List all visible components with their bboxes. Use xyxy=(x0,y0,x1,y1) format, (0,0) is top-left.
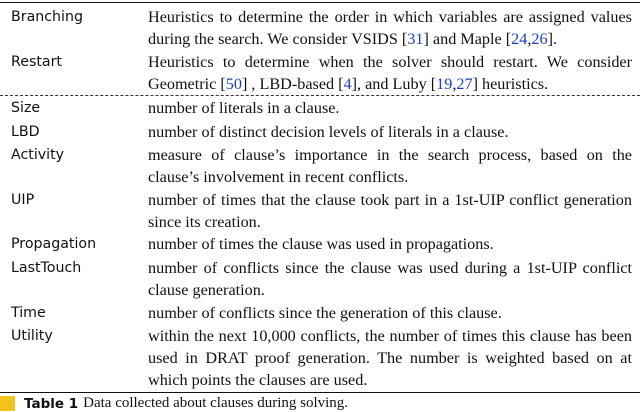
section-divider xyxy=(0,95,640,96)
row-description xyxy=(148,233,632,255)
row-description xyxy=(148,6,632,50)
row-term: LBD xyxy=(11,124,40,140)
desc-text: , xyxy=(527,30,532,48)
desc-text: measure of clause’s importance in the search process, based on the clause’s involvement in recent conflicts. xyxy=(148,146,632,186)
table-caption xyxy=(0,395,348,412)
row-description xyxy=(148,302,632,324)
row-description xyxy=(148,257,632,301)
row-term: Branching xyxy=(11,9,83,25)
desc-text: ] heuristics. xyxy=(472,75,549,93)
table-top-rule xyxy=(0,2,640,3)
desc-text: number of times that the clause took part in a 1st-UIP conflict generation since its creation. xyxy=(148,191,632,231)
desc-text: number of conflicts since the generation of this clause. xyxy=(148,304,502,322)
row-description xyxy=(148,325,632,391)
caption-marker-icon xyxy=(0,396,15,411)
row-term: Activity xyxy=(11,147,65,163)
row-term: Size xyxy=(11,100,41,116)
desc-text: number of literals in a clause. xyxy=(148,99,340,117)
row-description xyxy=(148,121,632,143)
row-description xyxy=(148,189,632,233)
row-term: UIP xyxy=(11,192,35,208)
desc-text: ] and Maple [ xyxy=(423,30,512,48)
desc-text: within the next 10,000 conflicts, the number of times this clause has been used in DRAT proof generation. The number is weighted based on at which points the clauses are used. xyxy=(148,327,632,389)
desc-text: ]. xyxy=(547,30,557,48)
desc-text: number of times the clause was used in propagations. xyxy=(148,235,494,253)
row-term: Utility xyxy=(11,328,53,344)
citation-link[interactable]: 26 xyxy=(531,30,548,48)
desc-text: ] , LBD-based [ xyxy=(241,75,344,93)
desc-text: Heuristics to determine the order in which variables are assigned values during the search. We consider VSIDS xyxy=(148,8,632,48)
row-description xyxy=(148,144,632,188)
row-description xyxy=(148,51,632,95)
citation-link[interactable]: 4 xyxy=(343,75,352,93)
row-term: Restart xyxy=(11,54,62,70)
citation-link[interactable]: 50 xyxy=(225,75,242,93)
desc-text: [ xyxy=(401,30,408,48)
desc-text: number of distinct decision levels of literals in a clause. xyxy=(148,123,509,141)
table-bottom-rule xyxy=(0,392,640,393)
citation-link[interactable]: 27 xyxy=(456,75,473,93)
row-term: Propagation xyxy=(11,236,97,252)
desc-text: , xyxy=(452,75,457,93)
desc-text: ], and Luby [ xyxy=(351,75,437,93)
citation-link[interactable]: 31 xyxy=(407,30,424,48)
caption-text: Data collected about clauses during solving. xyxy=(83,395,349,411)
desc-text: Heuristics to determine when the solver should restart. We consider Geometric [ xyxy=(148,53,632,93)
citation-link[interactable]: 24 xyxy=(511,30,528,48)
row-term: Time xyxy=(11,305,46,321)
desc-text: number of conflicts since the clause was used during a 1st-UIP conflict clause generation. xyxy=(148,259,632,299)
row-description xyxy=(148,97,632,119)
caption-label: Table 1 xyxy=(24,395,79,412)
row-term: LastTouch xyxy=(11,260,82,276)
citation-link[interactable]: 19 xyxy=(436,75,453,93)
